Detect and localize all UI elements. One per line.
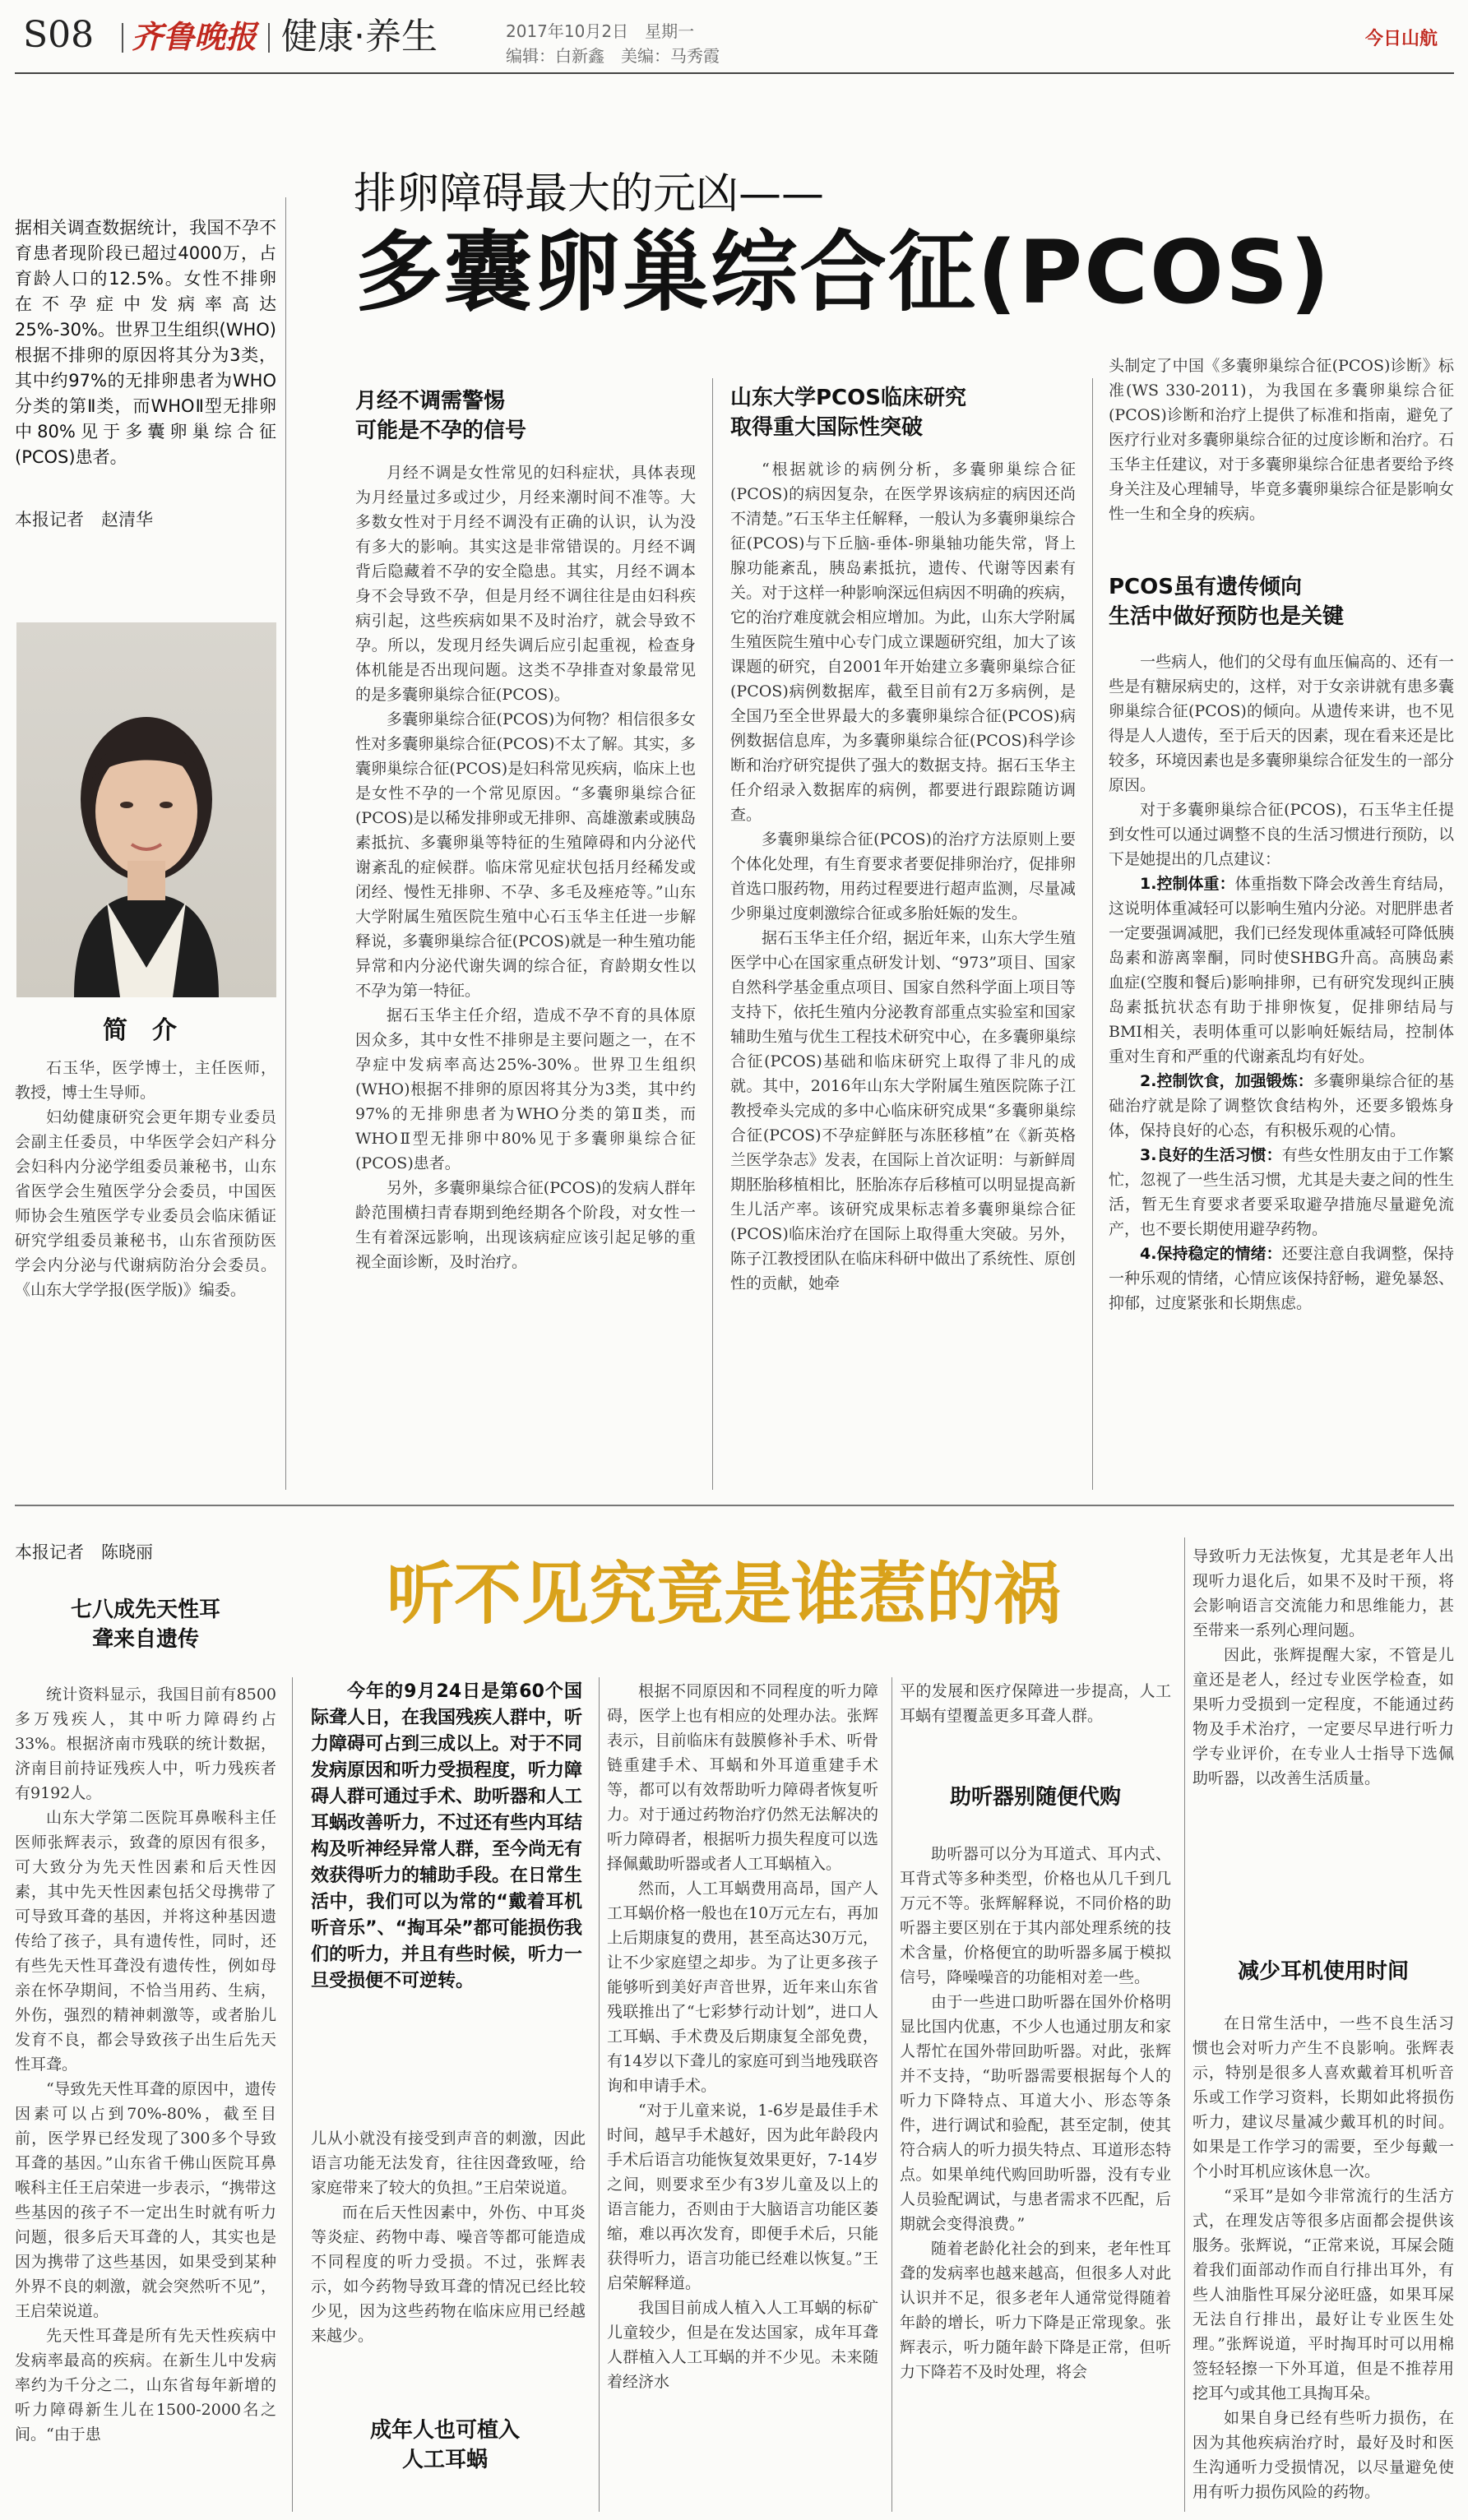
tip-text: 有些女性朋友由于工作繁忙，忽视了一些生活习惯，尤其是夫妻之间的性生活，暂无生育要求者要采取避孕措施尽量避免流产，也不要长期使用避孕药物。 <box>1109 1146 1454 1238</box>
top-col3-subheading: PCOS虽有遗传倾向 生活中做好预防也是关键 <box>1109 575 1345 629</box>
top-col3b <box>1109 650 1454 1488</box>
article-paragraph: 山东大学第二医院耳鼻喉科主任医师张辉表示，致聋的原因有很多，可大致分为先天性因素和后天性因素，其中先天性因素包括父母携带了可导致耳聋的基因，并将这种基因遗传给了孩子，具有遗传性，同时，还有些先天性耳聋没有遗传性，例如母亲在怀孕期间，不恰当用药、生病，外伤，强烈的精神刺激等，或者胎儿发育不良，都会导致孩子出生后先天性耳聋。 <box>15 1809 276 2074</box>
tip-heading: 2.控制饮食，加强锻炼： <box>1140 1072 1313 1090</box>
reporter-byline-top: 本报记者 赵清华 <box>15 510 153 529</box>
article-paragraph: 因此，张辉提醒大家，不管是儿童还是老人，经过专业医学检查，如果听力受损到一定程度，不能通过药物及手术治疗，一定要尽早进行听力学专业评价，在专业人士指导下选佩助听器，以改善生活质量。 <box>1192 1646 1454 1787</box>
tip-heading: 3.良好的生活习惯： <box>1140 1146 1282 1164</box>
article-paragraph: 然而，人工耳蜗费用高昂，国产人工耳蜗价格一般也在10万元左右，再加上后期康复的费用，甚至高达30万元，让不少家庭望之却步。为了让更多孩子能够听到美好声音世界，近年来山东省残联推出了“七彩梦行动计划”，进口人工耳蜗、手术费及后期康复全部免费，有14岁以下聋儿的家庭可到当地残联咨询和申请手术。 <box>607 1880 878 2095</box>
article-paragraph: 儿从小就没有接受到声音的刺激，因此语言功能无法发育，往往因聋致哑，给家庭带来了较大的负担。”王启荣说道。 <box>311 2129 586 2197</box>
top-title-line1: 排卵障碍最大的元凶—— <box>354 169 825 219</box>
article-paragraph: 多囊卵巢综合征(PCOS)为何物？相信很多女性对多囊卵巢综合征(PCOS)不太了解。其实，多囊卵巢综合征(PCOS)是妇科常见疾病，临床上也是女性不孕的一个常见原因。“多囊卵巢综合征(PCOS)是以稀发排卵或无排卵、高雄激素或胰岛素抵抗、多囊卵巢等特征的生殖障碍和内分泌代谢紊乱的症候群。临床常见症状包括月经稀发或闭经、慢性无排卵、不孕、多毛及痤疮等。”山东大学附属生殖医院生殖中心石玉华主任进一步解释说，多囊卵巢综合征(PCOS)就是一种生殖功能异常和内分泌代谢失调的综合征，育龄期女性以不孕为第一特征。 <box>355 710 696 1000</box>
paper-logo: 齐鲁晚报 <box>132 18 257 55</box>
bio-heading: 简 介 <box>103 1016 177 1045</box>
article-paragraph: “对于儿童来说，1-6岁是最佳手术时间，越早手术越好，因为此年龄段内手术后语言功能恢复效果更好，7-14岁之间，则要求至少有3岁儿童及以上的语言能力，否则由于大脑语言功能区萎缩，难以再次发育，即便手术后，只能获得听力，语言功能已经难以恢复。”王启荣解释道。 <box>607 2102 878 2292</box>
section-separator <box>15 1505 1454 1506</box>
bottom-col2-subheading: 成年人也可植入 人工耳蜗 <box>369 2418 520 2472</box>
article-paragraph: 而在后天性因素中，外伤、中耳炎等炎症、药物中毒、噪音等都可能造成不同程度的听力受损。不过，张辉表示，如今药物导致耳聋的情况已经比较少见，因为这些药物在临床应用已经越来越少。 <box>311 2203 586 2345</box>
divider-left-top <box>285 197 286 1490</box>
article-paragraph: 随着老龄化社会的到来，老年性耳聋的发病率也越来越高，但很多人对此认识并不足，很多老年人通常觉得随着年龄的增长，听力下降是正常现象。张辉表示，听力随年龄下降是正常，但听力下降若不及时处理，将会 <box>900 2240 1171 2381</box>
bottom-col4-subheading: 助听器别随便代购 <box>949 1785 1121 1810</box>
bottom-title: 听不见究竟是谁惹的祸 <box>387 1556 1062 1634</box>
article-paragraph: 月经不调是女性常见的妇科症状，具体表现为月经量过多或过少，月经来潮时间不准等。大多数女性对于月经不调没有正确的认识，认为没有多大的影响。其实这是非常错误的。月经不调背后隐藏着不孕的安全隐患。其实，月经不调本身不会导致不孕，但是月经不调往往是由妇科疾病引起，这些疾病如果不及时治疗，就会导致不孕。所以，发现月经失调后应引起重视，检查身体机能是否出现问题。这类不孕排查对象最常见的是多囊卵巢综合征(PCOS)。 <box>355 464 696 704</box>
tip-item <box>1109 872 1454 1069</box>
article-paragraph: 据石玉华主任介绍，造成不孕不育的具体原因众多，其中女性不排卵是主要问题之一，在不孕症中发病率高达25%-30%。世界卫生组织(WHO)根据不排卵的原因将其分为3类，其中约97%的无排卵患者为WHO分类的第Ⅱ类，而WHOⅡ型无排卵中80%见于多囊卵巢综合征(PCOS)患者。 <box>355 1006 696 1172</box>
article-paragraph: “导致先天性耳聋的原因中，遗传因素可以占到70%-80%，截至目前，医学界已经发现了300多个导致耳聋的基因。”山东省千佛山医院耳鼻喉科主任王启荣进一步表示，“携带这些基因的孩子不一定出生时就有听力问题，很多后天耳聋的人，其实也是因为携带了这些基因，如果受到某种外界不良的刺激，就会突然听不见”，王启荣说道。 <box>15 2080 276 2320</box>
article-paragraph: 先天性耳聋是所有先天性疾病中发病率最高的疾病。在新生儿中发病率约为千分之二，山东省每年新增的听力障碍新生儿在1500-2000名之间。“由于患 <box>15 2327 276 2444</box>
top-col1 <box>355 460 696 1488</box>
divider-b3 <box>891 1677 892 2512</box>
masthead-rule <box>15 72 1454 74</box>
bottom-col4a <box>900 1679 1171 1758</box>
top-col2-subheading: 山东大学PCOS临床研究 取得重大国际性突破 <box>730 386 966 440</box>
article-paragraph: 导致听力无法恢复，尤其是老年人出现听力退化后，如果不及时干预，将会影响语言交流能力和思维能力，甚至带来一系列心理问题。 <box>1192 1547 1454 1639</box>
article-paragraph: 另外，多囊卵巢综合征(PCOS)的发病人群年龄范围横扫青春期到绝经期各个阶段，对女性一生有着深远影响，出现该病症应该引起足够的重视全面诊断，及时治疗。 <box>355 1179 696 1271</box>
article-paragraph: 在日常生活中，一些不良生活习惯也会对听力产生不良影响。张辉表示，特别是很多人喜欢戴着耳机听音乐或工作学习资料，长期如此将损伤听力，建议尽量减少戴耳机的时间。如果是工作学习的需要，至少每戴一个小时耳机应该休息一次。 <box>1192 2014 1454 2180</box>
bottom-col1 <box>15 1682 276 2513</box>
tip-text: 还要注意自我调整，保持一种乐观的情绪，心情应该保持舒畅，避免暴怒、抑郁，过度紧张和长期焦虑。 <box>1109 1245 1454 1312</box>
top-article-intro: 据相关调查数据统计，我国不孕不育患者现阶段已超过4000万，占育龄人口的12.5%。女性不排卵在不孕症中发病率高达25%-30%。世界卫生组织(WHO)根据不排卵的原因将其分为3类，其中约97%的无排卵患者为WHO分类的第Ⅱ类，而WHOⅡ型无排卵中80%见于多囊卵巢综合征(PCOS)患者。 <box>15 218 276 467</box>
tip-item <box>1109 1143 1454 1242</box>
doctor-portrait <box>16 622 276 997</box>
divider-col2 <box>1092 378 1093 1490</box>
section-title: 健康·养生 <box>281 16 438 58</box>
divider-b4 <box>1184 1537 1185 2512</box>
article-paragraph: 我国目前成人植入人工耳蜗的标矿儿童较少，但是在发达国家，成年耳聋人群植入人工耳蜗的并不少见。未来随着经济水 <box>607 2299 878 2391</box>
article-paragraph: 助听器可以分为耳道式、耳内式、耳背式等多种类型，价格也从几千到几万元不等。张辉解释说，不同价格的助听器主要区别在于其内部处理系统的技术含量，价格便宜的助听器多属于模拟信号，降噪噪音的功能相对差一些。 <box>900 1845 1171 1986</box>
bottom-col5 <box>1192 1544 1454 1944</box>
masthead-divider-1 <box>122 23 123 53</box>
lead-box <box>304 1679 586 2115</box>
portrait-illustration <box>16 622 276 997</box>
divider-b2 <box>599 1677 600 2512</box>
top-col2 <box>730 457 1076 1488</box>
top-col1-subheading: 月经不调需警惕 可能是不孕的信号 <box>355 389 527 443</box>
article-paragraph: 一些病人，他们的父母有血压偏高的、还有一些是有糖尿病史的，这样，对于女亲讲就有患多囊卵巢综合征(PCOS)的倾向。从遗传来讲，也不见得是人人遗传，至于后天的因素，现在看来还是比较多，环境因素也是多囊卵巢综合征发生的一部分原因。 <box>1109 653 1454 794</box>
issue-date: 2017年10月2日 星期一 <box>506 21 695 41</box>
article-paragraph: 多囊卵巢综合征(PCOS)的治疗方法原则上要个体化处理，有生育要求者要促排卵治疗，促排卵首选口服药物，用药过程要进行超声监测，尽量减少卵巢过度刺激综合征或多胎妊娠的发生。 <box>730 830 1076 922</box>
masthead <box>0 0 1468 67</box>
article-paragraph: 如果自身已经有些听力损伤，在因为其他疾病治疗时，最好及时和医生沟通听力受损情况，以尽量避免使用有听力损伤风险的药物。 <box>1192 2409 1454 2501</box>
tip-heading: 1.控制体重： <box>1140 875 1235 893</box>
tip-text: 体重指数下降会改善生育结局，这说明体重减轻可以影响生殖内分泌。对肥胖患者一定要强调减肥，我们已经发现体重减轻可降低胰岛素和游离睾酮，同时使SHBG升高。高胰岛素血症(空腹和餐后)影响排卵，已有研究发现纠正胰岛素抵抗状态有助于排卵恢复，促排卵结局与BMI相关，表明体重可以影响妊娠结局，控制体重对生育和严重的代谢紊乱均有好处。 <box>1109 875 1454 1066</box>
article-paragraph: 据石玉华主任介绍，据近年来，山东大学生殖医学中心在国家重点研发计划、“973”项目、国家自然科学基金重点项目、国家自然科学面上项目等支持下，依托生殖内分泌教育部重点实验室和国家辅助生殖与优生工程技术研究中心，在多囊卵巢综合征(PCOS)基础和临床研究上取得了非凡的成就。其中，2016年山东大学附属生殖医院陈子江教授牵头完成的多中心临床研究成果“多囊卵巢综合征(PCOS)不孕症鲜胚与冻胚移植”在《新英格兰医学杂志》发表，在国际上首次证明：与新鲜周期胚胎移植相比，胚胎冻存后移植可以明显提高新生儿活产率。该研究成果标志着多囊卵巢综合征(PCOS)临床治疗在国际上取得重大突破。另外，陈子江教授团队在临床科研中做出了系统性、原创性的贡献，她牵 <box>730 929 1076 1292</box>
lead-paragraph: 今年的9月24日是第60个国际聋人日，在我国残疾人群中，听力障碍可占到三成以上。对于不同发病原因和听力受损程度，听力障碍人群可通过手术、助听器和人工耳蜗改善听力，不过还有些内耳结构及听神经异常人群，至今尚无有效获得听力的辅助手段。在日常生活中，我们可以为常的“戴着耳机听音乐”、“掏耳朵”都可能损伤我们的听力，并且有些时候，听力一旦受损便不可逆转。 <box>311 1681 583 1991</box>
article-paragraph: 对于多囊卵巢综合征(PCOS)，石玉华主任提到女性可以通过调整不良的生活习惯进行预防，以下是她提出的几点建议： <box>1109 801 1454 868</box>
bottom-col5b <box>1192 2011 1454 2513</box>
divider-b1 <box>292 1677 293 2512</box>
article-paragraph: 根据不同原因和不同程度的听力障碍，医学上也有相应的处理办法。张辉表示，目前临床有鼓膜修补手术、听骨链重建手术、耳蜗和外耳道重建手术等，都可以有效帮助听力障碍者恢复听力。对于通过药物治疗仍然无法解决的听力障碍者，根据听力损失程度可以选择佩戴助听器或者人工耳蜗植入。 <box>607 1682 878 1873</box>
bottom-col3 <box>607 1679 878 2511</box>
top-title-line2: 多囊卵巢综合征(PCOS) <box>355 222 1331 323</box>
bottom-col1-subheading: 七八成先天性耳 聋来自遗传 <box>70 1598 220 1652</box>
bottom-col4 <box>900 1842 1171 2512</box>
article-paragraph: 平的发展和医疗保障进一步提高，人工耳蜗有望覆盖更多耳聋人群。 <box>900 1682 1171 1725</box>
tagline: 今日山航 <box>1365 29 1438 49</box>
bottom-col5-subheading: 减少耳机使用时间 <box>1237 1959 1409 1984</box>
tip-item <box>1109 1069 1454 1143</box>
masthead-divider-2 <box>268 23 270 53</box>
article-paragraph: 头制定了中国《多囊卵巢综合征(PCOS)诊断》标准(WS 330-2011)，为我国在多囊卵巢综合征(PCOS)诊断和治疗上提供了标准和指南，避免了医疗行业对多囊卵巢综合征的过度诊断和治疗。石玉华主任建议，对于多囊卵巢综合征患者要给予终身关注及心理辅导，毕竟多囊卵巢综合征是影响女性一生和全身的疾病。 <box>1109 357 1454 523</box>
bio-paragraph: 石玉华，医学博士，主任医师，教授，博士生导师。 <box>15 1059 276 1102</box>
reporter-byline-bottom: 本报记者 陈晓丽 <box>15 1542 153 1562</box>
bio-paragraph: 妇幼健康研究会更年期专业委员会副主任委员，中华医学会妇产科分会妇科内分泌学组委员兼秘书，山东省医学会生殖医学分会委员，中国医师协会生殖医学专业委员会临床循证研究学组委员兼秘书，山东省预防医学会内分泌与代谢病防治分会委员。《山东大学学报(医学版)》编委。 <box>15 1108 276 1299</box>
divider-col1 <box>712 378 713 1490</box>
article-paragraph: 由于一些进口助听器在国外价格明显比国内优惠，不少人也通过朋友和家人帮忙在国外带回助听器。对此，张辉并不支持，“助听器需要根据每个人的听力下降特点、耳道大小、形态等条件，进行调试和验配，甚至定制，使其符合病人的听力损失特点、耳道形态特点。如果单纯代购回助听器，没有专业人员验配调试，与患者需求不匹配，后期就会变得浪费。” <box>900 1993 1171 2233</box>
tip-heading: 4.保持稳定的情绪： <box>1140 1245 1282 1263</box>
article-paragraph: “采耳”是如今非常流行的生活方式，在理发店等很多店面都会提供该服务。张辉说，“正常来说，耳屎会随着我们面部动作而自行排出耳外，有些人油脂性耳屎分泌旺盛，如果耳屎无法自行排出，最好让专业医生处理。”张辉说道，平时掏耳时可以用棉签轻轻擦一下外耳道，但是不推荐用挖耳勺或其他工具掏耳朵。 <box>1192 2187 1454 2402</box>
tip-item <box>1109 1242 1454 1315</box>
editors: 编辑：白新鑫 美编：马秀霞 <box>506 46 720 66</box>
tip-text: 多囊卵巢综合征的基础治疗就是除了调整饮食结构外，还要多锻炼身体，保持良好的心态，有积极乐观的心情。 <box>1109 1072 1454 1140</box>
bottom-col2b <box>311 2126 586 2373</box>
page-number: S08 <box>23 14 95 56</box>
article-paragraph: “根据就诊的病例分析，多囊卵巢综合征(PCOS)的病因复杂，在医学界该病症的病因还尚不清楚。”石玉华主任解释，一般认为多囊卵巢综合征(PCOS)与下丘脑-垂体-卵巢轴功能失常，肾上腺功能紊乱，胰岛素抵抗，遗传、代谢等因素有关。对于这样一种影响深远但病因不明确的疾病，它的治疗难度就会相应增加。为此，山东大学附属生殖医院生殖中心专门成立课题研究组，加大了该课题的研究，自2001年开始建立多囊卵巢综合征(PCOS)病例数据库，截至目前有2万多病例，是全国乃至全世界最大的多囊卵巢综合征(PCOS)病例数据信息库，为多囊卵巢综合征(PCOS)科学诊断和治疗研究提供了强大的数据支持。据石玉华主任介绍录入数据库的病例，都要进行跟踪随访调查。 <box>730 460 1076 824</box>
article-paragraph: 统计资料显示，我国目前有8500多万残疾人，其中听力障碍约占33%。根据济南市残联的统计数据，济南目前持证残疾人中，听力残疾者有9192人。 <box>15 1685 276 1802</box>
bio-column <box>15 1056 276 1491</box>
top-col3 <box>1109 354 1454 551</box>
